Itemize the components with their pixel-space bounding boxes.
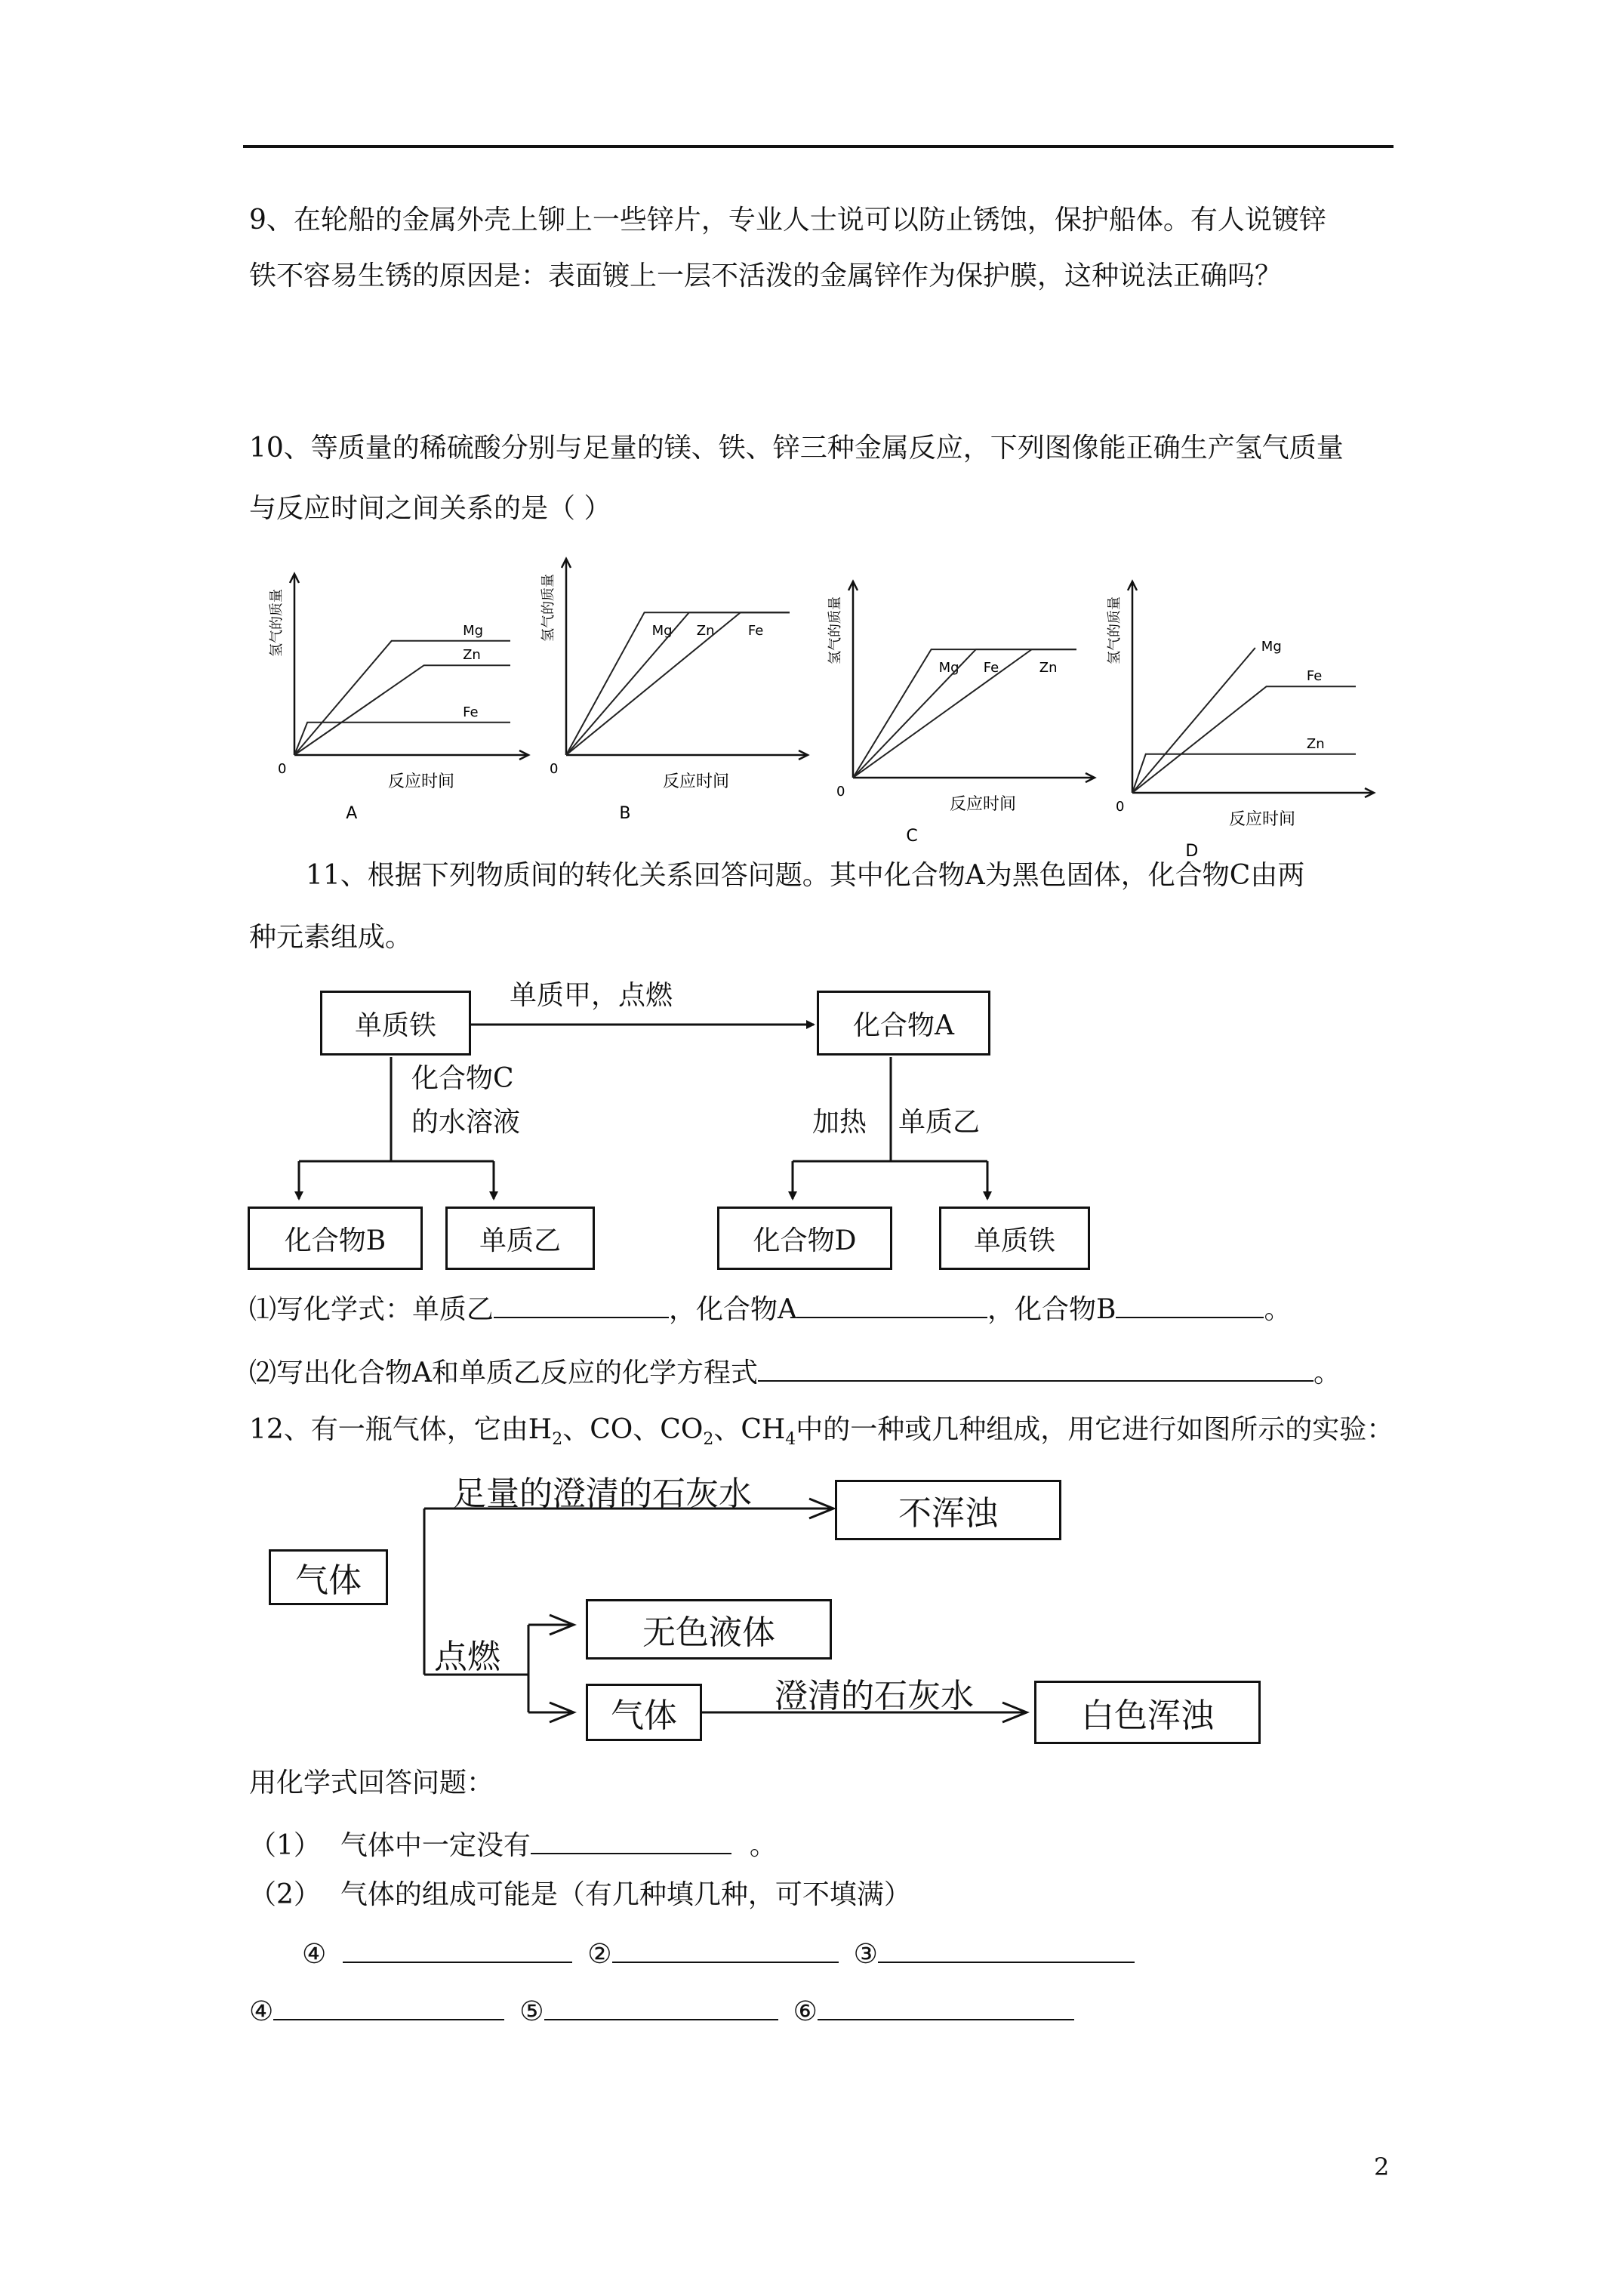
q11-sub1 (249, 1293, 1292, 1325)
chart-a-series-fe (294, 723, 510, 755)
q12-sub2-num: （2） (249, 1879, 321, 1910)
q11-sub1-prefix: ⑴写化学式：单质乙 (249, 1294, 494, 1325)
q11-sub1-end: 。 (1264, 1294, 1292, 1325)
chart-a-label-zn: Zn (463, 647, 481, 664)
slot-label-4: ④ (249, 1996, 274, 2027)
chart-a-label-mg: Mg (463, 622, 484, 639)
blank-slot-3[interactable] (878, 1937, 1135, 1963)
blank-slot-2[interactable] (612, 1937, 839, 1963)
q12-sub1-end: 。 (749, 1830, 777, 1861)
chart-c-origin: 0 (836, 784, 845, 800)
chart-d-label-mg: Mg (1261, 639, 1282, 655)
chart-d-ylabel: 氢气的质量 (1107, 596, 1123, 664)
chart-c-xlabel: 反应时间 (950, 795, 1017, 814)
slot-label-3: ③ (853, 1939, 878, 1970)
slot-label-5: ⑤ (519, 1996, 544, 2027)
blank-compound-a[interactable] (797, 1293, 987, 1318)
chart-c-label-zn: Zn (1039, 660, 1058, 676)
q10-line1: 10、等质量的稀硫酸分别与足量的镁、铁、锌三种金属反应，下列图像能正确生产氢气质量 (249, 433, 1344, 464)
box-white-turbid: 白色浑浊 (1034, 1681, 1261, 1744)
blank-element-yi[interactable] (494, 1293, 669, 1318)
q12-sub-ch4: 4 (785, 1430, 796, 1450)
box-colorless-liquid: 无色液体 (586, 1599, 832, 1660)
q11-sub1-mid2: ，化合物B (987, 1294, 1116, 1325)
slot-label-6: ⑥ (793, 1996, 818, 2027)
q12-sub-co2: 2 (703, 1430, 714, 1450)
q12-text-c: 、CH (713, 1414, 786, 1445)
box-compound-a: 化合物A (817, 991, 990, 1056)
label-limewater-excess: 足量的澄清的石灰水 (453, 1475, 752, 1513)
box-not-turbid: 不浑浊 (835, 1480, 1061, 1540)
label-yi: 单质乙 (898, 1107, 981, 1138)
q12-sub1 (249, 1829, 777, 1861)
chart-b-xlabel: 反应时间 (663, 772, 730, 791)
q9-line1: 9、在轮船的金属外壳上铆上一些锌片，专业人士说可以防止锈蚀，保护船体。有人说镀锌 (249, 205, 1326, 236)
chart-d-xlabel: 反应时间 (1229, 810, 1296, 829)
label-ignite: 点燃 (434, 1638, 500, 1676)
chart-a-caption: A (346, 804, 358, 823)
blank-slot-1[interactable] (343, 1937, 572, 1963)
blank-slot-5[interactable] (544, 1995, 778, 2020)
q11-line2: 种元素组成。 (249, 922, 413, 953)
q12-text-a: 12、有一瓶气体，它由H (249, 1414, 553, 1445)
chart-b-label-mg: Mg (651, 623, 673, 639)
blank-slot-6[interactable] (818, 1995, 1074, 2020)
chart-b-label-zn: Zn (696, 623, 715, 639)
chart-b-ylabel: 氢气的质量 (540, 574, 556, 642)
label-limewater: 澄清的石灰水 (775, 1677, 974, 1715)
chart-a-label-fe: Fe (463, 704, 479, 720)
q12-sub1-text: 气体中一定没有 (340, 1830, 531, 1861)
label-heat: 加热 (812, 1107, 867, 1138)
q11-sub2 (249, 1356, 1341, 1388)
header-rule (243, 145, 1394, 148)
blank-definitely-none[interactable] (531, 1829, 731, 1854)
chart-c-label-fe: Fe (983, 660, 999, 676)
chart-a-xlabel: 反应时间 (388, 772, 455, 791)
q12-slots-row2 (249, 1995, 1074, 2027)
label-compound-c: 化合物C (411, 1063, 514, 1094)
q12-sub1-num: （1） (249, 1830, 321, 1861)
chart-b-caption: B (619, 804, 631, 823)
box-compound-d: 化合物D (717, 1207, 892, 1270)
chart-a-origin: 0 (278, 761, 287, 777)
chart-d-label-zn: Zn (1306, 735, 1325, 752)
q12-sub-h2: 2 (552, 1430, 563, 1450)
page-number: 2 (1374, 2153, 1390, 2181)
q11-sub1-mid1: ，化合物A (669, 1294, 798, 1325)
chart-c-caption: C (906, 827, 918, 846)
q12-sub2-text: 气体的组成可能是（有几种填几种，可不填满） (340, 1879, 911, 1910)
chart-d-series-mg (1132, 648, 1255, 793)
blank-slot-4[interactable] (273, 1995, 504, 2020)
blank-equation[interactable] (758, 1356, 1313, 1382)
q12-answer-intro: 用化学式回答问题： (249, 1767, 494, 1798)
chart-c-label-mg: Mg (938, 660, 959, 676)
chart-b-label-fe: Fe (747, 623, 764, 639)
chart-c-ylabel: 氢气的质量 (827, 596, 843, 664)
q12-text-d: 中的一种或几种组成，用它进行如图所示的实验： (796, 1414, 1394, 1445)
q10-charts (249, 551, 1381, 861)
q10-line2: 与反应时间之间关系的是（ ） (249, 493, 611, 524)
slot-label-2: ② (587, 1939, 612, 1970)
chart-d-caption: D (1185, 842, 1199, 861)
box-iron-top: 单质铁 (320, 991, 471, 1056)
q12-slots-row1 (302, 1937, 1135, 1970)
q9-line2: 铁不容易生锈的原因是：表面镀上一层不活泼的金属锌作为保护膜，这种说法正确吗？ (249, 260, 1283, 291)
q12-sub2 (249, 1880, 911, 1910)
label-arrow-jia: 单质甲，点燃 (510, 980, 673, 1011)
box-element-yi: 单质乙 (445, 1207, 595, 1270)
chart-d-label-fe: Fe (1306, 668, 1323, 685)
chart-a-ylabel: 氢气的质量 (269, 589, 285, 657)
chart-b-origin: 0 (550, 761, 559, 777)
box-compound-b: 化合物B (248, 1207, 423, 1270)
box-gas2: 气体 (586, 1684, 702, 1741)
chart-d-series-zn (1132, 754, 1356, 793)
box-iron-bottom: 单质铁 (939, 1207, 1090, 1270)
q12-line1 (249, 1415, 1394, 1455)
q12-text-b: 、CO、CO (562, 1414, 704, 1445)
q11-line1: 11、根据下列物质间的转化关系回答问题。其中化合物A为黑色固体，化合物C由两 (306, 860, 1305, 891)
box-gas: 气体 (269, 1549, 388, 1605)
chart-d-origin: 0 (1116, 799, 1125, 815)
slot-label-1: ④ (302, 1939, 327, 1970)
q11-sub2-prefix: ⑵写出化合物A和单质乙反应的化学方程式 (249, 1358, 758, 1388)
label-water-solution: 的水溶液 (411, 1107, 521, 1138)
blank-compound-b[interactable] (1116, 1293, 1264, 1318)
q11-sub2-end: 。 (1313, 1358, 1341, 1388)
